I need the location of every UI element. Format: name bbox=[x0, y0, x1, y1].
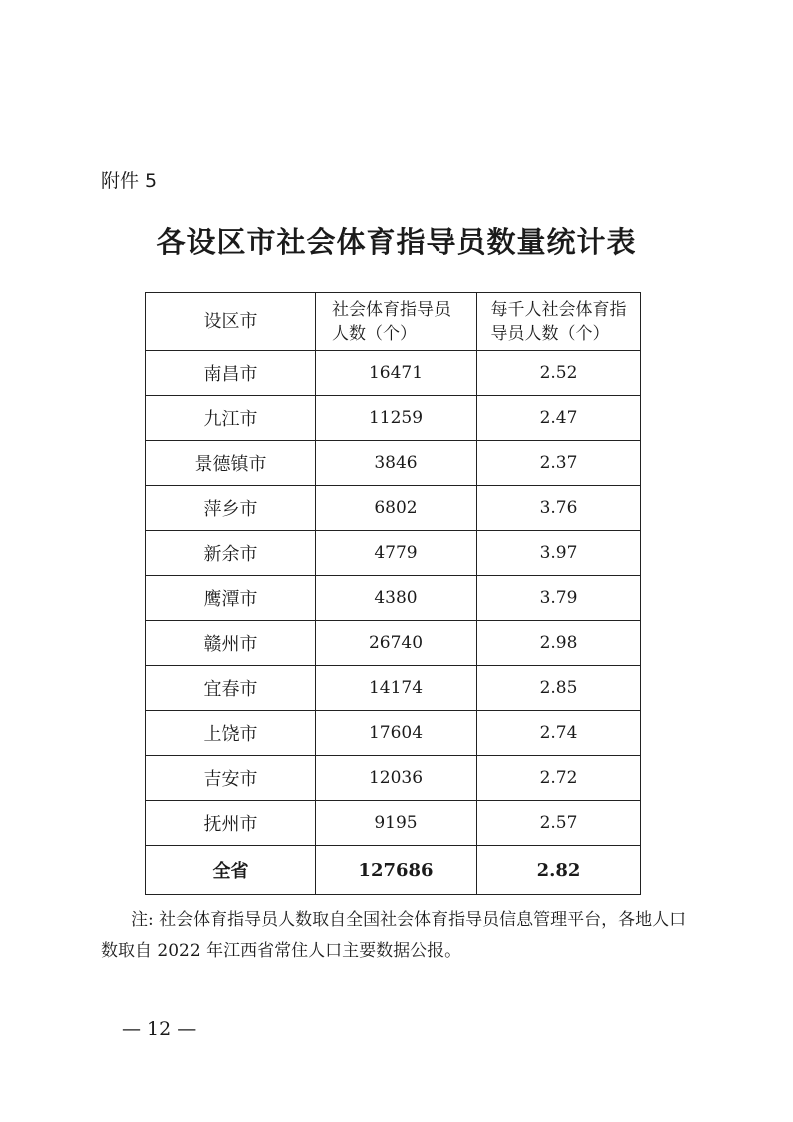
table-row bbox=[146, 396, 641, 441]
city-cell: 南昌市 bbox=[146, 351, 316, 396]
table-row bbox=[146, 351, 641, 396]
per-thousand-cell: 2.47 bbox=[477, 396, 641, 441]
per-thousand-cell: 2.72 bbox=[477, 756, 641, 801]
table-header-row bbox=[146, 293, 641, 351]
footnote: 注: 社会体育指导员人数取自全国社会体育指导员信息管理平台，各地人口数取自 2022 年江西省常住人口主要数据公报。 bbox=[101, 910, 687, 961]
per-thousand-cell: 2.98 bbox=[477, 621, 641, 666]
per-thousand-cell: 2.57 bbox=[477, 801, 641, 846]
table-row bbox=[146, 711, 641, 756]
total-per-thousand-cell: 2.82 bbox=[477, 846, 641, 895]
count-cell: 14174 bbox=[316, 666, 477, 711]
table-row bbox=[146, 441, 641, 486]
per-thousand-cell: 2.37 bbox=[477, 441, 641, 486]
table-row bbox=[146, 666, 641, 711]
header-count bbox=[316, 293, 477, 351]
total-label-cell: 全省 bbox=[146, 846, 316, 895]
table-row bbox=[146, 576, 641, 621]
city-cell: 鹰潭市 bbox=[146, 576, 316, 621]
count-cell: 12036 bbox=[316, 756, 477, 801]
city-cell: 抚州市 bbox=[146, 801, 316, 846]
count-cell: 4779 bbox=[316, 531, 477, 576]
page-number: — 12 — bbox=[122, 1018, 197, 1040]
table-row bbox=[146, 801, 641, 846]
header-per-thousand-label: 每千人社会体育指导员人数（个） bbox=[490, 299, 627, 344]
total-count-cell: 127686 bbox=[316, 846, 477, 895]
per-thousand-cell: 2.52 bbox=[477, 351, 641, 396]
city-cell: 萍乡市 bbox=[146, 486, 316, 531]
statistics-table bbox=[145, 292, 641, 895]
attachment-label: 附件 5 bbox=[101, 170, 158, 192]
count-cell: 17604 bbox=[316, 711, 477, 756]
count-cell: 26740 bbox=[316, 621, 477, 666]
city-cell: 景德镇市 bbox=[146, 441, 316, 486]
city-cell: 新余市 bbox=[146, 531, 316, 576]
table-row bbox=[146, 531, 641, 576]
city-cell: 赣州市 bbox=[146, 621, 316, 666]
header-city: 设区市 bbox=[146, 293, 316, 351]
city-cell: 九江市 bbox=[146, 396, 316, 441]
city-cell: 宜春市 bbox=[146, 666, 316, 711]
count-cell: 3846 bbox=[316, 441, 477, 486]
header-count-label: 社会体育指导员人数（个） bbox=[332, 299, 451, 344]
per-thousand-cell: 3.97 bbox=[477, 531, 641, 576]
count-cell: 4380 bbox=[316, 576, 477, 621]
page-title: 各设区市社会体育指导员数量统计表 bbox=[156, 225, 637, 259]
table-row bbox=[146, 756, 641, 801]
table-row bbox=[146, 621, 641, 666]
count-cell: 9195 bbox=[316, 801, 477, 846]
count-cell: 11259 bbox=[316, 396, 477, 441]
per-thousand-cell: 3.79 bbox=[477, 576, 641, 621]
per-thousand-cell: 3.76 bbox=[477, 486, 641, 531]
header-per-thousand bbox=[477, 293, 641, 351]
city-cell: 吉安市 bbox=[146, 756, 316, 801]
per-thousand-cell: 2.74 bbox=[477, 711, 641, 756]
city-cell: 上饶市 bbox=[146, 711, 316, 756]
table-row bbox=[146, 486, 641, 531]
count-cell: 16471 bbox=[316, 351, 477, 396]
per-thousand-cell: 2.85 bbox=[477, 666, 641, 711]
total-row bbox=[146, 846, 641, 895]
count-cell: 6802 bbox=[316, 486, 477, 531]
